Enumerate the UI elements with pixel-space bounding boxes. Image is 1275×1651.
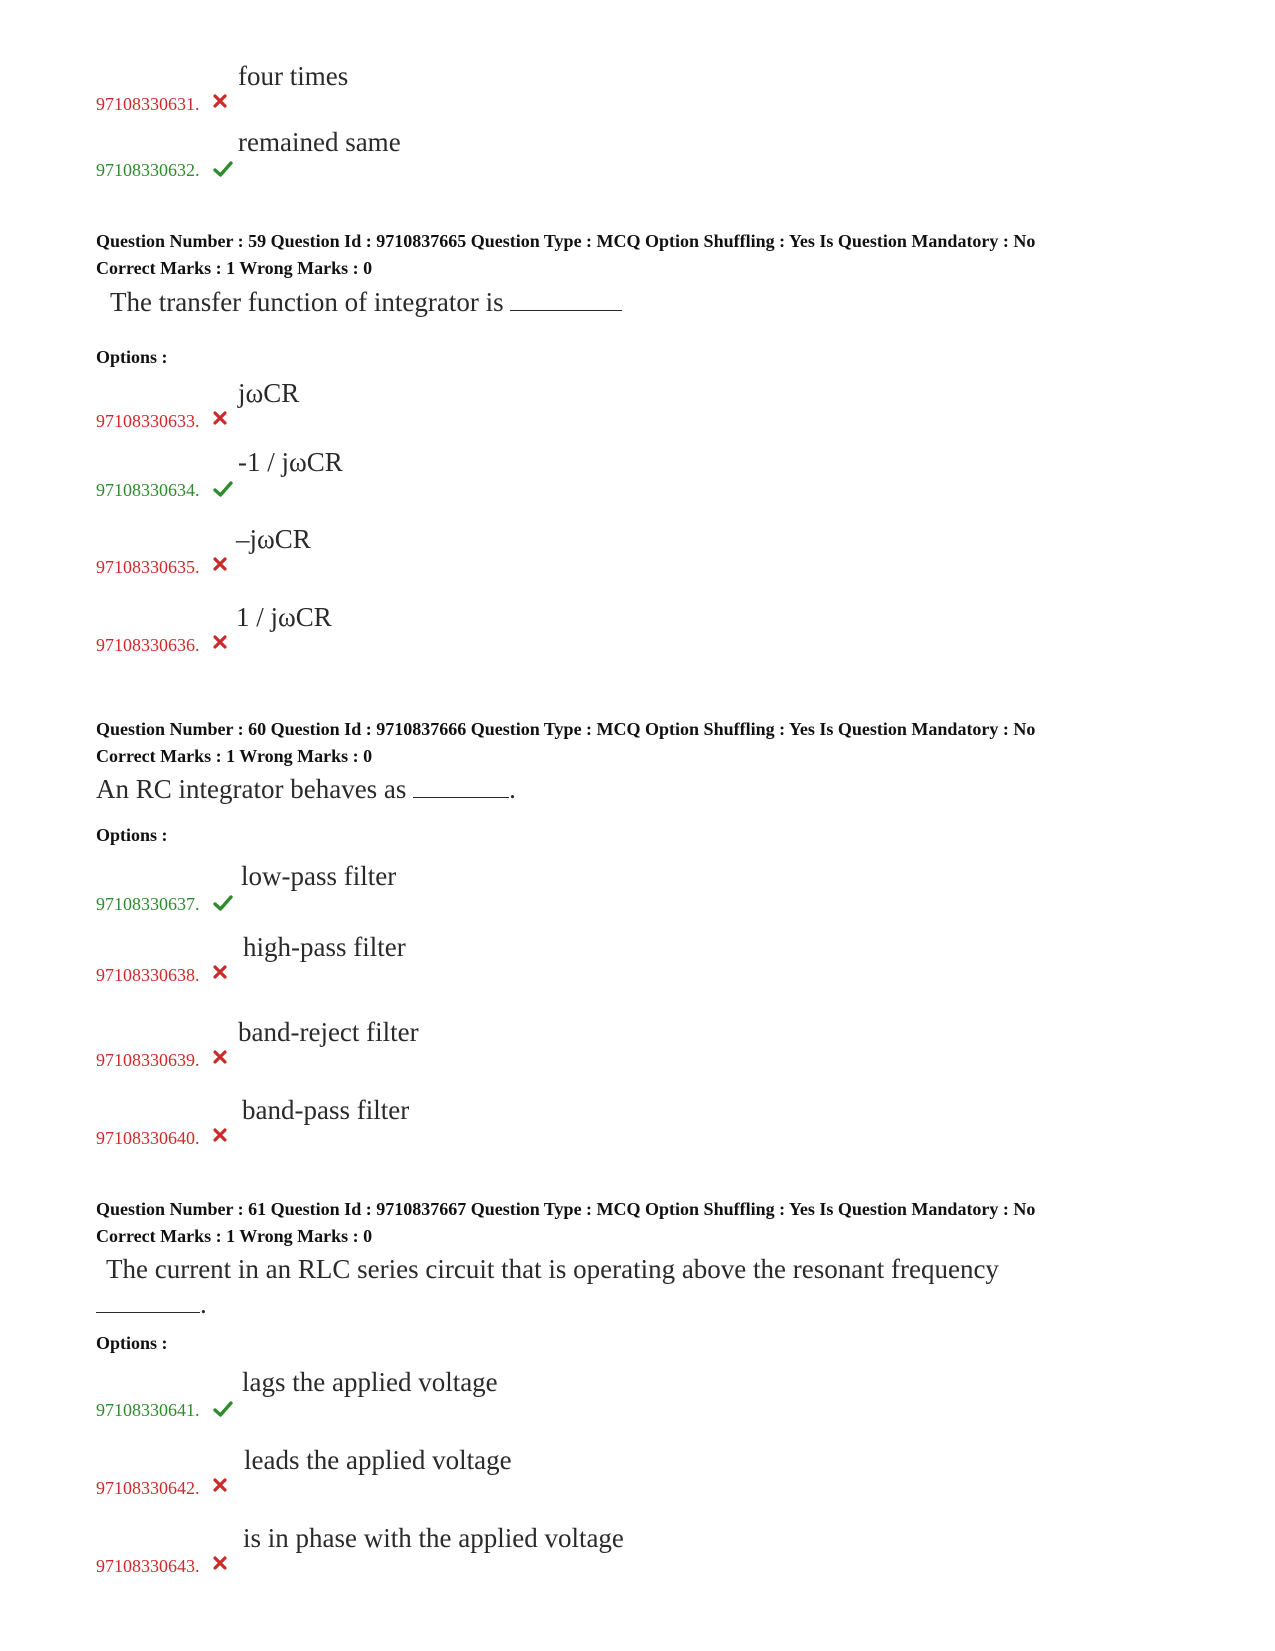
cross-icon	[213, 411, 233, 431]
option-id: 97108330632.	[96, 160, 200, 180]
question-text-line2	[96, 1288, 207, 1320]
cross-icon	[213, 1050, 233, 1070]
option-row	[0, 446, 1100, 506]
check-icon	[213, 480, 233, 500]
option-row	[0, 1522, 1100, 1582]
option-text: band-pass filter	[242, 1095, 410, 1125]
option-text: 1 / jωCR	[236, 602, 332, 632]
cross-icon	[213, 965, 233, 985]
question-marks: Correct Marks : 1 Wrong Marks : 0	[96, 258, 373, 278]
option-id: 97108330631.	[96, 94, 200, 114]
option-row	[0, 1444, 1100, 1504]
question-meta: Question Number : 60 Question Id : 9710837666 Question Type : MCQ Option Shuffling : Yes Is Question Mandatory : No	[96, 719, 1036, 739]
option-id: 97108330640.	[96, 1128, 200, 1148]
option-row	[0, 931, 1100, 991]
option-id: 97108330633.	[96, 411, 200, 431]
option-text: leads the applied voltage	[244, 1445, 512, 1475]
option-text: –jωCR	[236, 524, 311, 554]
question-text-suffix: .	[509, 774, 516, 804]
check-icon	[213, 894, 233, 914]
option-row	[0, 126, 1100, 186]
option-row	[0, 1094, 1100, 1154]
option-row	[0, 601, 1100, 661]
question-text-body: An RC integrator behaves as	[96, 774, 407, 804]
option-text: -1 / jωCR	[238, 447, 343, 477]
option-id: 97108330641.	[96, 1400, 200, 1420]
option-text: low-pass filter	[241, 861, 397, 891]
option-text: band-reject filter	[238, 1017, 419, 1047]
question-meta: Question Number : 61 Question Id : 9710837667 Question Type : MCQ Option Shuffling : Yes Is Question Mandatory : No	[96, 1199, 1036, 1219]
option-text: lags the applied voltage	[242, 1367, 498, 1397]
option-row	[0, 1016, 1100, 1076]
question-text-body: The transfer function of integrator is	[110, 287, 504, 317]
option-id: 97108330642.	[96, 1478, 200, 1498]
cross-icon	[213, 1128, 233, 1148]
option-row	[0, 377, 1100, 437]
option-row	[0, 523, 1100, 583]
question-text	[110, 286, 622, 318]
question-text	[106, 1253, 999, 1285]
check-icon	[213, 1400, 233, 1420]
options-label: Options :	[96, 825, 168, 845]
option-row	[0, 860, 1100, 920]
question-marks: Correct Marks : 1 Wrong Marks : 0	[96, 1226, 373, 1246]
cross-icon	[213, 94, 233, 114]
option-id: 97108330635.	[96, 557, 200, 577]
option-text: high-pass filter	[243, 932, 406, 962]
option-id: 97108330638.	[96, 965, 200, 985]
cross-icon	[213, 635, 233, 655]
option-text: four times	[238, 61, 349, 91]
option-row	[0, 1366, 1100, 1426]
option-id: 97108330636.	[96, 635, 200, 655]
question-text-suffix: .	[200, 1289, 207, 1319]
options-label: Options :	[96, 1333, 168, 1353]
option-id: 97108330637.	[96, 894, 200, 914]
question-meta: Question Number : 59 Question Id : 9710837665 Question Type : MCQ Option Shuffling : Yes Is Question Mandatory : No	[96, 231, 1036, 251]
option-id: 97108330634.	[96, 480, 200, 500]
check-icon	[213, 160, 233, 180]
cross-icon	[213, 1556, 233, 1576]
options-label: Options :	[96, 347, 168, 367]
option-id: 97108330639.	[96, 1050, 200, 1070]
option-row	[0, 60, 1100, 120]
option-id: 97108330643.	[96, 1556, 200, 1576]
answer-blank	[510, 286, 622, 311]
cross-icon	[213, 1478, 233, 1498]
cross-icon	[213, 557, 233, 577]
option-text: remained same	[238, 127, 401, 157]
answer-blank	[413, 773, 509, 798]
question-text-body: The current in an RLC series circuit that is operating above the resonant frequency	[106, 1254, 999, 1284]
answer-blank	[96, 1288, 200, 1313]
option-text: is in phase with the applied voltage	[243, 1523, 624, 1553]
option-text: jωCR	[238, 378, 300, 408]
question-marks: Correct Marks : 1 Wrong Marks : 0	[96, 746, 373, 766]
question-text	[96, 773, 516, 805]
